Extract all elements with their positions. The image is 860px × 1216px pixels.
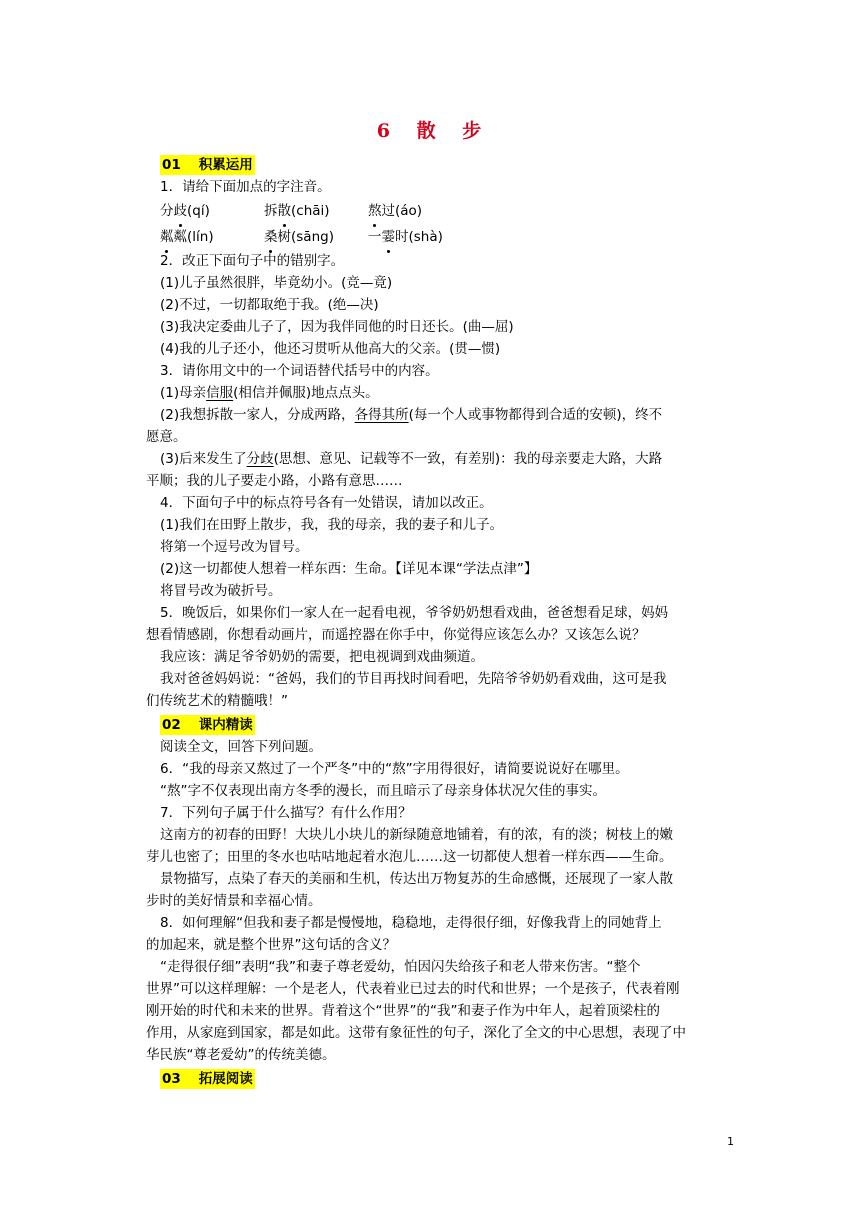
q3-item-1: (1)母亲信服(相信并佩服)地点点头。	[160, 385, 379, 401]
section-label: 01 积累运用	[162, 157, 253, 173]
title-char-2: 步	[462, 120, 484, 142]
pinyin-row-1	[160, 198, 730, 224]
q8-answer-cont: 刚开始的时代和未来的世界。背着这个“世界”的“我”和妻子作为中年人，起着顶梁柱的	[146, 1003, 660, 1019]
q5-answer-2-cont: 们传统艺术的精髓哦！”	[146, 693, 288, 709]
q5-answer-2: 我对爸爸妈妈说：“爸妈，我们的节目再找时间看吧，先陪爷爷奶奶看戏曲，这可是我	[160, 671, 667, 687]
section-label: 03 拓展阅读	[162, 1071, 253, 1087]
pinyin-item: 熬过(áo)	[368, 198, 472, 224]
q7-answer-cont: 步时的美好情景和幸福心情。	[146, 893, 322, 909]
q4-item-1: (1)我们在田野上散步，我，我的母亲，我的妻子和儿子。	[160, 517, 504, 533]
title-char-1: 散	[416, 120, 438, 142]
question-5: 5．晚饭后，如果你们一家人在一起看电视，爷爷奶奶想看戏曲，爸爸想看足球，妈妈	[160, 605, 669, 621]
q8-answer-cont: 世界”可以这样理解：一个是老人，代表着业已过去的时代和世界；一个是孩子，代表着刚	[146, 981, 680, 997]
section-label: 02 课内精读	[162, 717, 253, 733]
q7-answer: 景物描写，点染了春天的美丽和生机，传达出万物复苏的生命感慨，还展现了一家人散	[160, 871, 673, 887]
section-header-03	[160, 1068, 730, 1090]
q8-answer-cont: 华民族“尊老爱幼”的传统美德。	[146, 1047, 336, 1063]
q2-item: (1)儿子虽然很胖，毕竟幼小。(竞—竟)	[160, 275, 393, 291]
question-6: 6．“我的母亲又熬过了一个严冬”中的“熬”字用得很好，请简要说说好在哪里。	[160, 761, 629, 777]
q8-answer-cont: 作用，从家庭到国家，都是如此。这带有象征性的句子，深化了全文的中心思想，表现了中	[146, 1025, 686, 1041]
q4-item-2: (2)这一切都使人想着一样东西：生命。【详见本课“学法点津”】	[160, 561, 538, 577]
pinyin-item: 桑树(sāng)	[264, 224, 368, 250]
q3-item-3-cont: 平顺；我的儿子要走小路，小路有意思……	[146, 473, 403, 489]
q3-item-2-cont: 愿意。	[146, 429, 187, 445]
pinyin-item: 分歧(qí)	[160, 198, 264, 224]
pinyin-item: 粼粼(lín)	[160, 224, 264, 250]
pinyin-row-2	[160, 224, 730, 250]
q6-answer: “熬”字不仅表现出南方冬季的漫长，而且暗示了母亲身体状况欠佳的事实。	[160, 783, 606, 799]
pinyin-item: 一霎时(shà)	[368, 224, 472, 250]
page-number: 1	[727, 1135, 734, 1148]
question-5-cont: 想看情感剧，你想看动画片，而遥控器在你手中，你觉得应该怎么办？又该怎么说？	[146, 627, 646, 643]
q8-answer: “走得很仔细”表明“我”和妻子尊老爱幼，怕因闪失给孩子和老人带来伤害。“整个	[160, 959, 641, 975]
q4-answer-2: 将冒号改为破折号。	[160, 583, 282, 599]
question-7: 7．下列句子属于什么描写？有什么作用？	[160, 805, 412, 821]
reading-intro: 阅读全文，回答下列问题。	[160, 739, 322, 755]
q3-item-2: (2)我想拆散一家人，分成两路，各得其所(每一个人或事物都得到合适的安顿)，终不	[160, 407, 663, 423]
q2-item: (2)不过，一切都取绝于我。(绝—决)	[160, 297, 379, 313]
q2-item: (4)我的儿子还小，他还习贯听从他高大的父亲。(贯—惯)	[160, 341, 501, 357]
q7-sentence-cont: 芽儿也密了；田里的冬水也咕咕地起着水泡儿……这一切都使人想着一样东西——生命。	[146, 849, 673, 865]
section-header-02	[160, 714, 730, 736]
q2-item: (3)我决定委曲儿子了，因为我伴同他的时日还长。(曲—屈)	[160, 319, 514, 335]
question-8-cont: 的加起来，就是整个世界”这句话的含义？	[146, 937, 396, 953]
content	[146, 152, 730, 1090]
q3-item-3: (3)后来发生了分歧(思想、意见、记载等不一致，有差别)：我的母亲要走大路，大路	[160, 451, 663, 467]
pinyin-item: 拆散(chāi)	[264, 198, 368, 224]
page-title	[0, 116, 860, 143]
title-number: 6	[376, 120, 392, 142]
question-1: 1．请给下面加点的字注音。	[160, 179, 331, 195]
section-header-01	[160, 154, 730, 176]
question-8: 8．如何理解“但我和妻子都是慢慢地，稳稳地，走得很仔细，好像我背上的同她背上	[160, 915, 662, 931]
question-2: 2．改正下面句子中的错别字。	[160, 253, 345, 269]
question-4: 4．下面句子中的标点符号各有一处错误，请加以改正。	[160, 495, 493, 511]
q5-answer-1: 我应该：满足爷爷奶奶的需要，把电视调到戏曲频道。	[160, 649, 484, 665]
q7-sentence: 这南方的初春的田野！大块儿小块儿的新绿随意地铺着，有的浓，有的淡；树枝上的嫩	[160, 827, 673, 843]
q4-answer-1: 将第一个逗号改为冒号。	[160, 539, 309, 555]
question-3: 3．请你用文中的一个词语替代括号中的内容。	[160, 363, 439, 379]
